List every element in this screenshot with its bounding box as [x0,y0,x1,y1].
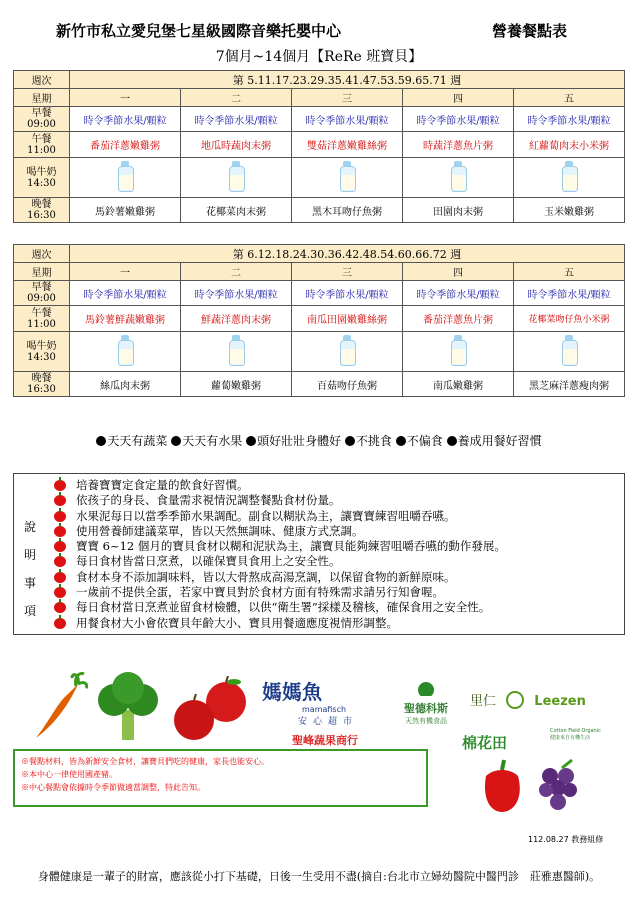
day-header: 四 [403,89,514,107]
milk-cell [292,332,403,372]
slogan-item: 天天有蔬菜 [107,434,168,448]
apple-icon [54,618,66,629]
notes-label: 說 明 事 項 [24,520,37,618]
lunch-cell: 鮮蔬洋蔥肉末粥 [181,306,292,332]
apple-icon [54,572,66,583]
lizen-logo: 里仁 Leezen [470,690,586,709]
dinner-cell: 百菇吻仔魚粥 [292,372,403,397]
carrot-icon [28,672,88,744]
note-item: 水果泥每日以當季季節水果調配。副食以糊狀為主，讓寶寶練習咀嚼吞嚥。 [54,509,506,524]
milk-cell [70,158,181,198]
dinner-label: 晚餐 16:30 [14,198,70,223]
center-name: 新竹市私立愛兒堡七星級國際音樂托嬰中心 [56,22,342,40]
slogan-item: 不挑食 [355,434,392,448]
breakfast-cell: 時令季節水果/顆粒 [403,107,514,132]
apples-icon [170,676,250,744]
note-item: 用餐食材大小會依寶貝年齡大小、寶貝用餐適應度視情形調整。 [54,616,506,631]
milk-bottle-icon [337,335,357,365]
milk-cell [403,332,514,372]
dinner-label: 晚餐 16:30 [14,372,70,397]
leaf-icon [504,691,526,709]
bullet-dot-icon [246,436,256,446]
breakfast-cell: 時令季節水果/顆粒 [403,281,514,306]
apple-icon [54,602,66,613]
grapes-icon [532,758,588,814]
week-numbers: 第 6.12.18.24.30.36.42.48.54.60.66.72 週 [70,245,625,263]
milk-bottle-icon [226,161,246,191]
milk-cell [514,332,625,372]
apple-icon [54,526,66,537]
milk-bottle-icon [115,161,135,191]
bullet-dot-icon [447,436,457,446]
footer-quote: 身體健康是一輩子的財富，應該從小打下基礎，日後一生受用不盡(摘自:台北市立婦幼醫院中醫門診 莊雅惠醫師)。 [37,870,601,883]
day-header: 三 [292,263,403,281]
bullet-dot-icon [171,436,181,446]
apple-icon [54,495,66,506]
apple-icon [54,511,66,522]
milk-bottle-icon [559,161,579,191]
milk-cell [70,332,181,372]
day-header: 四 [403,263,514,281]
notice-line: ※中心餐點會依據時令季節做適當調整，特此告知。 [21,783,205,792]
note-item: 使用營養師建議菜單，皆以天然無調味、健康方式烹調。 [54,524,506,539]
lunch-label: 午餐 11:00 [14,306,70,332]
lunch-cell: 雙菇洋蔥嫩雞絲粥 [292,132,403,158]
day-header: 三 [292,89,403,107]
milk-bottle-icon [559,335,579,365]
note-item: 每日食材皆當日烹煮，以確保寶貝食用上之安全性。 [54,554,506,569]
notes-list [54,478,506,631]
dinner-cell: 絲瓜肉末粥 [70,372,181,397]
apple-icon [54,480,66,491]
page-subtitle: 7個月~14個月【ReRe 班寶貝】 [215,49,423,65]
cotton-field-logo: 棉花田 Cotton Field Organic 健康來自有機生活 [462,728,601,752]
day-header: 五 [514,263,625,281]
note-item: 食材本身不添加調味料，皆以大骨熬成高湯烹調，以保留食物的新鮮原味。 [54,570,506,585]
doc-name: 營養餐點表 [492,22,568,40]
lunch-cell: 花椰菜吻仔魚小米粥 [514,306,625,332]
milk-bottle-icon [337,161,357,191]
lunch-cell: 番茄洋蔥嫩雞粥 [70,132,181,158]
slogan-item: 養成用餐好習慣 [457,434,542,448]
breakfast-cell: 時令季節水果/顆粒 [514,107,625,132]
revision-date: 112.08.27 教務組修 [528,835,604,844]
milk-cell [403,158,514,198]
note-item: 寶寶 6~12 個月的寶貝食材以糊和泥狀為主，讓寶貝能夠練習咀嚼吞嚥的動作發展。 [54,539,506,554]
breakfast-cell: 時令季節水果/顆粒 [514,281,625,306]
milk-label: 喝牛奶 14:30 [14,332,70,372]
note-item: 依孩子的身長、食量需求視情況調整餐點食材份量。 [54,493,506,508]
milk-bottle-icon [226,335,246,365]
lunch-cell: 時蔬洋蔥魚片粥 [403,132,514,158]
apple-icon [54,556,66,567]
menu-table-1 [13,70,625,223]
milk-bottle-icon [448,161,468,191]
lunch-cell: 番茄洋蔥魚片粥 [403,306,514,332]
slogan-item: 天天有水果 [182,434,243,448]
lunch-cell: 紅蘿蔔肉末小米粥 [514,132,625,158]
day-label: 星期 [14,263,70,281]
milk-cell [292,158,403,198]
slogan-line [0,432,638,449]
lunch-cell: 南瓜田園嫩雞絲粥 [292,306,403,332]
milk-cell [181,332,292,372]
bell-pepper-icon [478,758,528,814]
day-header: 二 [181,263,292,281]
breakfast-cell: 時令季節水果/顆粒 [181,281,292,306]
week-label: 週次 [14,71,70,89]
mama-fish-logo: 媽媽魚 mamafisch 安心超市 [262,680,359,727]
broccoli-icon [92,672,164,742]
slogan-item: 不偏食 [406,434,443,448]
shengde-logo: 聖德科斯 天然有機食品 [392,680,460,724]
dinner-cell: 黑木耳吻仔魚粥 [292,198,403,223]
day-header: 二 [181,89,292,107]
apple-icon [54,541,66,552]
notice-line: ※本中心一律使用國產豬。 [21,770,117,779]
slogan-item: 頭好壯壯身體好 [257,434,342,448]
milk-bottle-icon [448,335,468,365]
milk-cell [514,158,625,198]
shengde-logo-icon [411,680,441,696]
menu-table-2 [13,244,625,397]
lunch-cell: 馬鈴薯鮮蔬嫩雞粥 [70,306,181,332]
note-item: 培養寶寶定食定量的飲食好習慣。 [54,478,506,493]
milk-cell [181,158,292,198]
bullet-dot-icon [345,436,355,446]
breakfast-cell: 時令季節水果/顆粒 [70,107,181,132]
breakfast-cell: 時令季節水果/顆粒 [70,281,181,306]
note-item: 一歲前不提供全蛋，若家中寶貝對於食材方面有特殊需求請另行知會喔。 [54,585,506,600]
week-numbers: 第 5.11.17.23.29.35.41.47.53.59.65.71 週 [70,71,625,89]
bullet-dot-icon [96,436,106,446]
breakfast-cell: 時令季節水果/顆粒 [292,281,403,306]
dinner-cell: 花椰菜肉末粥 [181,198,292,223]
shengfeng-logo: 聖峰蔬果商行 [292,734,358,747]
breakfast-label: 早餐 09:00 [14,107,70,132]
breakfast-cell: 時令季節水果/顆粒 [181,107,292,132]
dinner-cell: 田園肉末粥 [403,198,514,223]
dinner-cell: 黑芝麻洋蔥瘦肉粥 [514,372,625,397]
dinner-cell: 玉米嫩雞粥 [514,198,625,223]
lunch-label: 午餐 11:00 [14,132,70,158]
lunch-cell: 地瓜時蔬肉末粥 [181,132,292,158]
day-header: 一 [70,89,181,107]
notice-line: ※餐點材料，皆為新鮮安全食材，讓寶貝們吃的健康，家長也能安心。 [21,757,269,766]
breakfast-cell: 時令季節水果/顆粒 [292,107,403,132]
day-header: 五 [514,89,625,107]
dinner-cell: 南瓜嫩雞粥 [403,372,514,397]
dinner-cell: 蘿蔔嫩雞粥 [181,372,292,397]
day-label: 星期 [14,89,70,107]
apple-icon [54,587,66,598]
notice-box [13,749,428,807]
notes-box [13,473,625,635]
dinner-cell: 馬鈴薯嫩雞粥 [70,198,181,223]
note-item: 每日食材當日烹煮並留食材檢體，以供“衛生署”採樣及稽核，確保食用之安全性。 [54,600,506,615]
week-label: 週次 [14,245,70,263]
milk-label: 喝牛奶 14:30 [14,158,70,198]
breakfast-label: 早餐 09:00 [14,281,70,306]
bullet-dot-icon [396,436,406,446]
milk-bottle-icon [115,335,135,365]
day-header: 一 [70,263,181,281]
